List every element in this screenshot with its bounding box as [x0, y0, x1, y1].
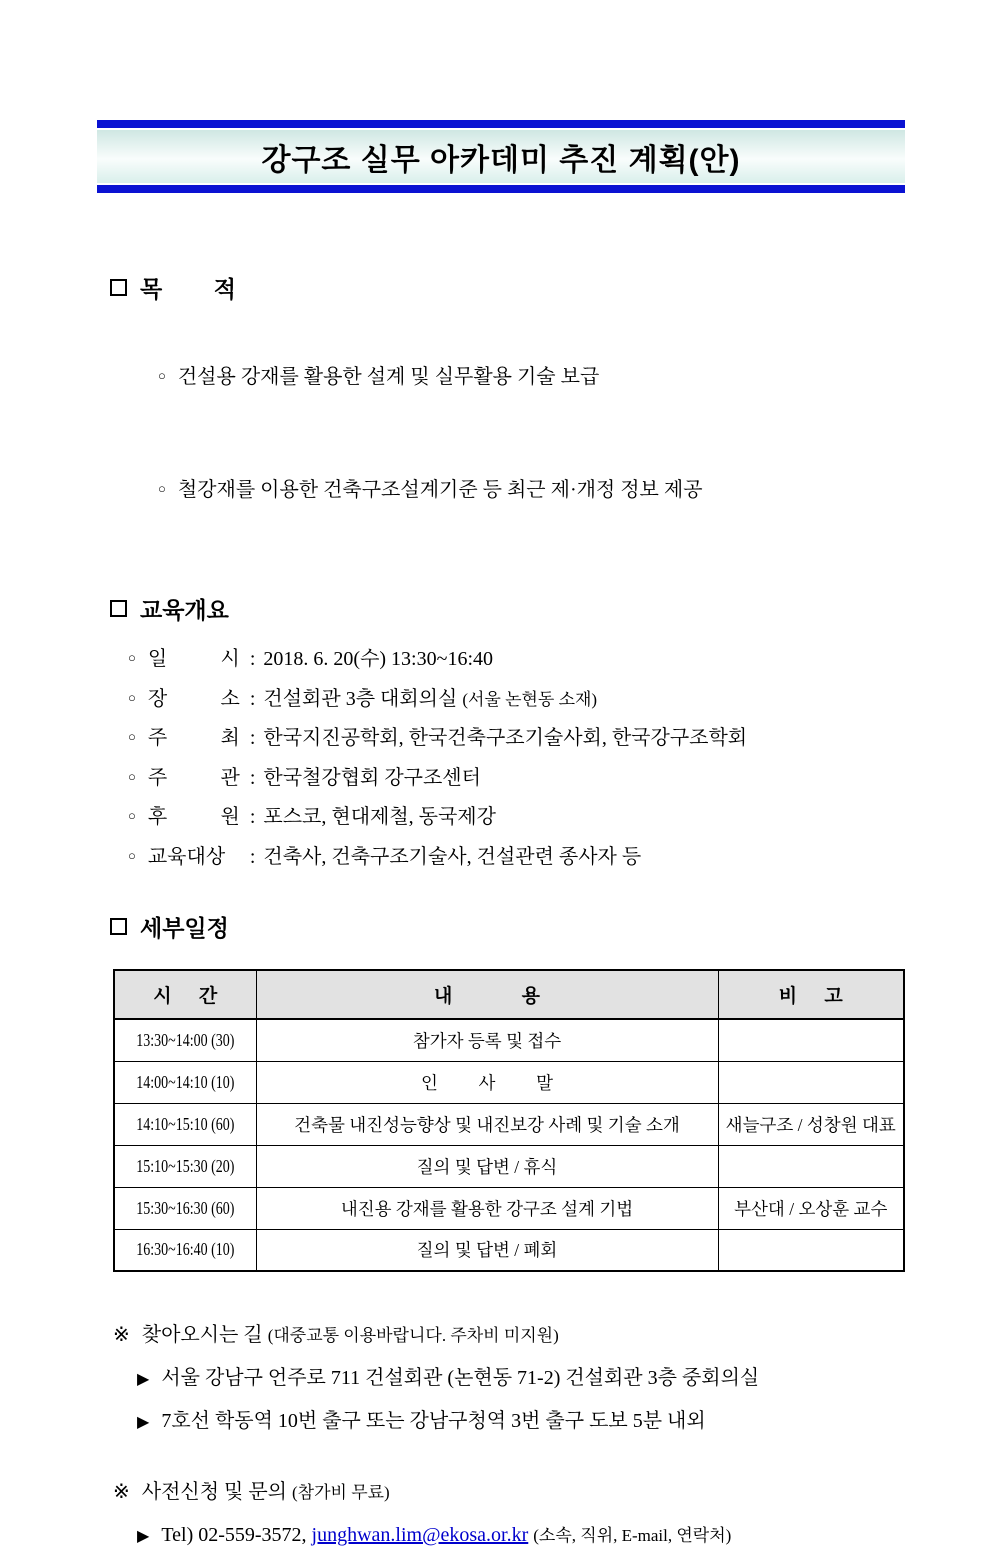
- schedule-heading-label: 세부일정: [140, 915, 229, 941]
- overview-row-datetime: [128, 639, 992, 679]
- banner-top-bar: [97, 120, 905, 128]
- directions-item-text: 7호선 학동역 10번 출구 또는 강남구청역 3번 출구 도보 5분 내외: [161, 1410, 706, 1432]
- overview-label: 일 시: [147, 648, 240, 670]
- label-separator: :: [249, 806, 256, 828]
- overview-row-sponsor: [128, 797, 992, 837]
- banner-body: [97, 130, 905, 183]
- overview-label: 주 최: [147, 727, 240, 749]
- label-separator: :: [249, 648, 256, 670]
- time-cell: 13:30~14:00 (30): [114, 1019, 256, 1061]
- time-cell: 15:30~16:30 (60): [114, 1187, 256, 1229]
- time-cell: 16:30~16:40 (10): [114, 1229, 256, 1271]
- directions-item-text: 서울 강남구 언주로 711 건설회관 (논현동 71-2) 건설회관 3층 중회의실: [161, 1367, 760, 1389]
- overview-label: 장 소: [147, 687, 240, 710]
- directions-title-note: (대중교통 이용바랍니다. 주차비 미지원): [267, 1326, 559, 1345]
- directions-title: 찾아오시는 길: [141, 1324, 263, 1346]
- arrow-bullet-icon: ▶: [137, 1528, 150, 1545]
- time-cell: 14:10~15:10 (60): [114, 1103, 256, 1145]
- overview-value: 한국철강협회 강구조센터: [263, 766, 481, 789]
- circle-bullet-icon: ○: [128, 650, 136, 665]
- arrow-bullet-icon: ▶: [137, 1371, 150, 1388]
- table-row: [114, 1145, 904, 1187]
- reference-mark-icon: ※: [113, 1481, 130, 1503]
- contact-note: [113, 1477, 992, 1551]
- document-page: [0, 120, 992, 1546]
- overview-row-audience: [128, 837, 992, 877]
- purpose-item: [128, 320, 992, 433]
- overview-value: 건설회관 3층 대회의실: [263, 687, 458, 710]
- col-header-note: 비 고: [718, 970, 904, 1019]
- overview-label: 후 원: [147, 806, 240, 828]
- schedule-table: [113, 969, 905, 1272]
- note-cell: [718, 1019, 904, 1061]
- circle-bullet-icon: ○: [158, 368, 166, 383]
- schedule-header-row: [114, 970, 904, 1019]
- content-cell: 질의 및 답변 / 휴식: [256, 1145, 718, 1187]
- overview-row-host: [128, 718, 992, 758]
- circle-bullet-icon: ○: [128, 689, 136, 705]
- document-title: 강구조 실무 아카데미 추진 계획(안): [261, 143, 741, 177]
- overview-row-organizer: [128, 758, 992, 798]
- note-cell: 새늘구조 / 성창원 대표: [718, 1103, 904, 1145]
- directions-item: [137, 1407, 992, 1437]
- tel-label: Tel) 02-559-3572,: [161, 1524, 307, 1546]
- schedule-heading: [110, 910, 992, 943]
- overview-value: 한국지진공학회, 한국건축구조기술사회, 한국강구조학회: [263, 727, 748, 749]
- col-header-time: 시 간: [114, 970, 256, 1019]
- contact-title: 사전신청 및 문의: [141, 1481, 288, 1503]
- directions-item: [137, 1364, 992, 1394]
- purpose-item-text: 건설용 강재를 활용한 설계 및 실무활용 기술 보급: [177, 366, 600, 388]
- table-row: [114, 1103, 904, 1145]
- note-cell: [718, 1229, 904, 1271]
- content-cell: 건축물 내진성능향상 및 내진보강 사례 및 기술 소개: [256, 1103, 718, 1145]
- directions-note: [113, 1320, 992, 1437]
- content-cell: 내진용 강재를 활용한 강구조 설계 기법: [256, 1187, 718, 1229]
- square-bullet-icon: [110, 918, 127, 935]
- overview-value: 포스코, 현대제철, 동국제강: [263, 806, 496, 828]
- time-cell: 14:00~14:10 (10): [114, 1061, 256, 1103]
- circle-bullet-icon: ○: [128, 847, 136, 863]
- purpose-heading: [110, 271, 992, 304]
- overview-value: 2018. 6. 20(수) 13:30~16:40: [263, 648, 493, 670]
- overview-heading: [110, 592, 992, 625]
- contact-title-note: (참가비 무료): [292, 1483, 390, 1502]
- note-cell: [718, 1061, 904, 1103]
- circle-bullet-icon: ○: [128, 768, 136, 784]
- circle-bullet-icon: ○: [128, 729, 136, 744]
- overview-value-note: (서울 논현동 소재): [462, 689, 598, 709]
- overview-value: 건축사, 건축구조기술사, 건설관련 종사자 등: [263, 845, 642, 868]
- time-cell: 15:10~15:30 (20): [114, 1145, 256, 1187]
- email-link[interactable]: junghwan.lim@ekosa.or.kr: [311, 1524, 529, 1546]
- purpose-list: [128, 320, 992, 546]
- square-bullet-icon: [110, 600, 127, 617]
- col-header-content: 내 용: [256, 970, 718, 1019]
- table-row: [114, 1019, 904, 1061]
- table-row: [114, 1187, 904, 1229]
- purpose-heading-label: 목 적: [140, 276, 236, 302]
- purpose-item-text: 철강재를 이용한 건축구조설계기준 등 최근 제·개정 정보 제공: [177, 479, 703, 501]
- overview-list: [128, 639, 992, 876]
- label-separator: :: [249, 727, 256, 749]
- directions-title-line: [113, 1320, 992, 1351]
- label-separator: :: [249, 766, 256, 789]
- contact-title-line: [113, 1477, 992, 1508]
- table-row: [114, 1061, 904, 1103]
- table-row: [114, 1229, 904, 1271]
- contact-line: [137, 1521, 992, 1551]
- content-cell: 질의 및 답변 / 폐회: [256, 1229, 718, 1271]
- label-separator: :: [249, 845, 256, 868]
- circle-bullet-icon: ○: [128, 808, 136, 823]
- content-cell: 인 사 말: [256, 1061, 718, 1103]
- email-note: (소속, 직위, E-mail, 연락처): [533, 1526, 732, 1545]
- content-cell: 참가자 등록 및 접수: [256, 1019, 718, 1061]
- overview-label: 주 관: [147, 766, 240, 789]
- square-bullet-icon: [110, 279, 127, 296]
- note-cell: [718, 1145, 904, 1187]
- banner-bottom-bar: [97, 185, 905, 193]
- title-banner: [97, 120, 905, 193]
- circle-bullet-icon: ○: [158, 481, 166, 496]
- overview-label: 교육대상: [147, 845, 226, 868]
- arrow-bullet-icon: ▶: [137, 1414, 150, 1431]
- overview-row-venue: [128, 679, 992, 719]
- note-cell: 부산대 / 오상훈 교수: [718, 1187, 904, 1229]
- label-separator: :: [249, 687, 256, 710]
- reference-mark-icon: ※: [113, 1324, 130, 1346]
- overview-heading-label: 교육개요: [140, 597, 229, 623]
- purpose-item: [128, 433, 992, 546]
